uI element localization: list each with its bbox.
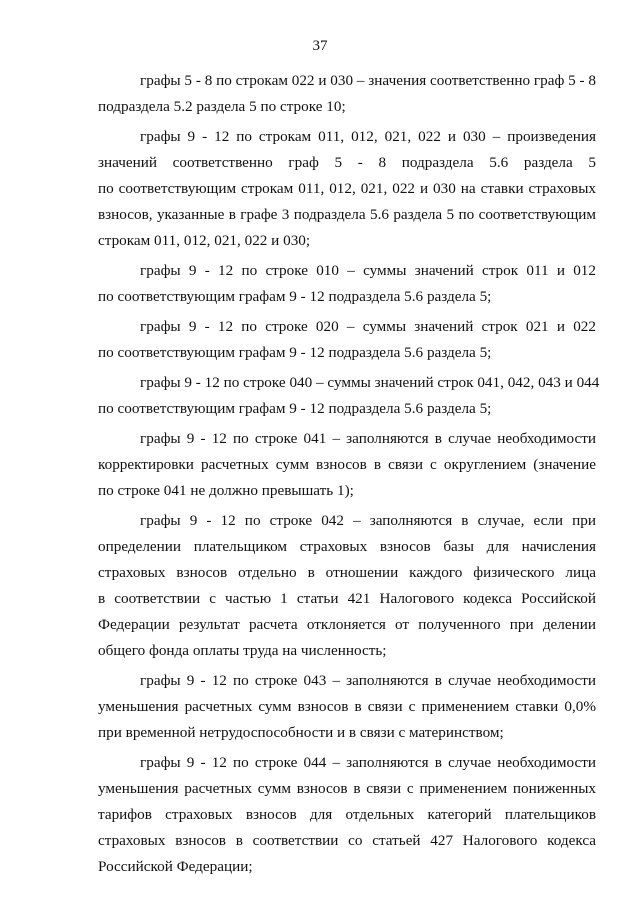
text-line: подраздела 5.2 раздела 5 по строке 10; <box>98 98 346 115</box>
text-line: по соответствующим графам 9 - 12 подраздела 5.6 раздела 5; <box>98 344 492 361</box>
text-line: по соответствующим графам 9 - 12 подраздела 5.6 раздела 5; <box>98 400 492 417</box>
text-line: графы 9 - 12 по строке 044 – заполняются в случае необходимости <box>140 754 596 771</box>
paragraph <box>98 668 596 746</box>
paragraph <box>98 426 596 504</box>
text-line: тарифов страховых взносов для отдельных категорий плательщиков <box>98 806 596 823</box>
text-line: по соответствующим строкам 011, 012, 021, 022 и 030 на ставки страховых <box>98 180 596 197</box>
text-line: определении плательщиком страховых взносов базы для начисления <box>98 538 596 555</box>
text-line: строкам 011, 012, 021, 022 и 030; <box>98 232 311 249</box>
text-line: графы 5 - 8 по строкам 022 и 030 – значения соответственно граф 5 - 8 <box>140 72 596 89</box>
text-line: Российской Федерации; <box>98 858 253 875</box>
text-line: по строке 041 не должно превышать 1); <box>98 482 354 499</box>
text-line: графы 9 - 12 по строкам 011, 012, 021, 022 и 030 – произведения <box>140 128 596 145</box>
document-body <box>98 68 600 884</box>
text-line: при временной нетрудоспособности и в связи с материнством; <box>98 724 504 741</box>
paragraph <box>98 314 596 366</box>
paragraph <box>98 124 596 254</box>
text-line: уменьшения расчетных сумм взносов в связи с применением ставки 0,0% <box>98 698 596 715</box>
paragraph <box>98 68 596 120</box>
text-line: значений соответственно граф 5 - 8 подраздела 5.6 раздела 5 <box>98 154 596 171</box>
text-line: страховых взносов в соответствии со статьей 427 Налогового кодекса <box>98 832 596 849</box>
page-number: 37 <box>312 38 328 54</box>
text-line: уменьшения расчетных сумм взносов в связи с применением пониженных <box>98 780 596 797</box>
text-line: корректировки расчетных сумм взносов в связи с округлением (значение <box>98 456 596 473</box>
text-line: общего фонда оплаты труда на численность; <box>98 642 387 659</box>
text-line: взносов, указанные в графе 3 подраздела 5.6 раздела 5 по соответствующим <box>98 206 596 223</box>
text-line: по соответствующим графам 9 - 12 подраздела 5.6 раздела 5; <box>98 288 492 305</box>
text-line: страховых взносов отдельно в отношении каждого физического лица <box>98 564 596 581</box>
text-line: Федерации результат расчета отклоняется от полученного при делении <box>98 616 596 633</box>
paragraph <box>98 750 596 880</box>
text-line: графы 9 - 12 по строке 010 – суммы значений строк 011 и 012 <box>140 262 596 279</box>
text-line: графы 9 - 12 по строке 043 – заполняются в случае необходимости <box>140 672 596 689</box>
paragraph <box>98 508 596 664</box>
text-line: графы 9 - 12 по строке 020 – суммы значений строк 021 и 022 <box>140 318 596 335</box>
text-line: графы 9 - 12 по строке 040 – суммы значений строк 041, 042, 043 и 044 <box>140 374 600 391</box>
paragraph <box>98 370 600 422</box>
text-line: графы 9 - 12 по строке 041 – заполняются в случае необходимости <box>140 430 596 447</box>
text-line: в соответствии с частью 1 статьи 421 Налогового кодекса Российской <box>98 590 596 607</box>
paragraph <box>98 258 596 310</box>
text-line: графы 9 - 12 по строке 042 – заполняются в случае, если при <box>140 512 596 529</box>
